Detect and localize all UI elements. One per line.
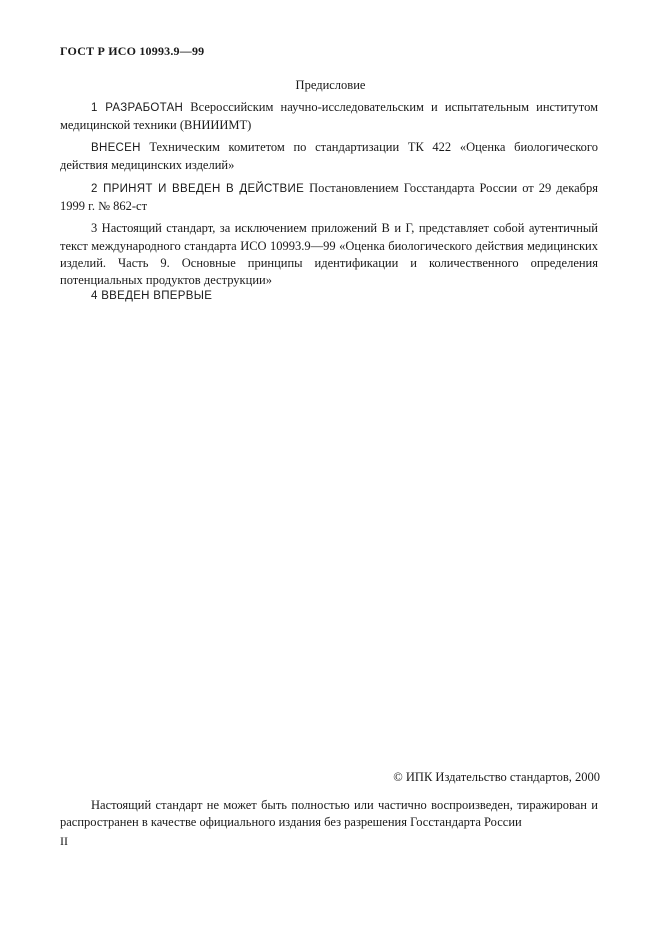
preface-title: Предисловие xyxy=(295,78,366,92)
item-text: Постановлением Госстандарта России от 29 декабря 1999 г. № 862-ст xyxy=(60,181,598,213)
preface-item-introduced-by xyxy=(60,139,598,174)
preface-item-authentic-text xyxy=(60,220,598,289)
item-lead: 1 РАЗРАБОТАН xyxy=(91,102,184,114)
item-text: Всероссийским научно-исследовательским и испытательным институтом медицинской техники (ВНИИИМТ) xyxy=(60,100,598,132)
item-text: 3 Настоящий стандарт, за исключением приложений В и Г, представляет собой аутентичный текст международного стандарта ИСО 10993.9—99 «Оценка биологического действия медицинских изделий. Часть 9. Основные принципы идентификации и количественного определения потенциальных продуктов деструкции» xyxy=(60,221,598,287)
item-text: Техническим комитетом по стандартизации ТК 422 «Оценка биологического действия медицинских изделий» xyxy=(60,140,598,172)
copyright-line: © ИПК Издательство стандартов, 2000 xyxy=(393,770,600,784)
page-number: II xyxy=(60,834,68,848)
preface-item-first-introduced xyxy=(60,287,598,305)
document-code-header: ГОСТ Р ИСО 10993.9—99 xyxy=(60,44,205,58)
item-lead: 4 ВВЕДЕН ВПЕРВЫЕ xyxy=(91,290,213,302)
item-lead: 2 ПРИНЯТ И ВВЕДЕН В ДЕЙСТВИЕ xyxy=(91,183,305,195)
item-lead: ВНЕСЕН xyxy=(91,142,141,154)
reproduction-notice: Настоящий стандарт не может быть полностью или частично воспроизведен, тиражирован и распространен в качестве официального издания без разрешения Госстандарта России xyxy=(60,798,598,829)
preface-item-developed xyxy=(60,99,598,134)
preface-item-adopted xyxy=(60,180,598,215)
